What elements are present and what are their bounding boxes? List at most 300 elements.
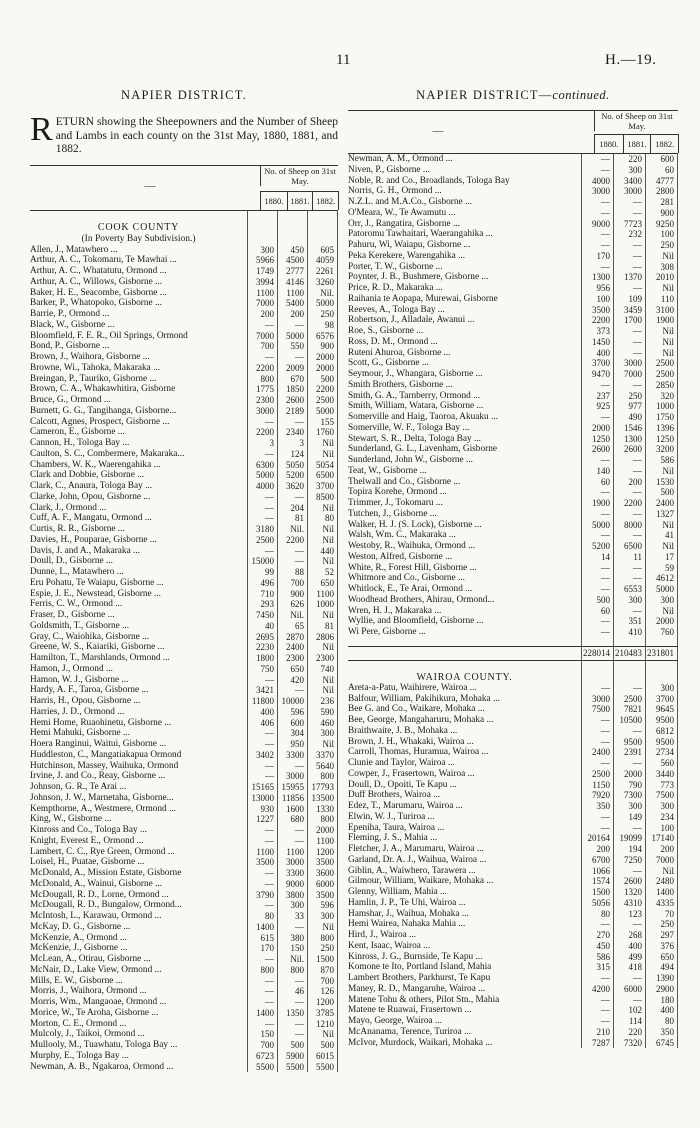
sheep-count-header [594,111,679,131]
sheep-1882: 560 [645,758,678,769]
table-row [348,801,678,812]
sheep-1880: 1300 [581,272,613,283]
owner-name: Maney, R. D., Mangaruhe, Wairoa ... [348,983,486,994]
owner-name: McAnanama, Terence, Turiroa ... [348,1026,472,1037]
sheep-1881: 5200 [277,470,307,481]
table-row [30,556,338,567]
table-row [30,825,338,836]
sheep-1882: 2480 [645,876,678,887]
sheep-1882: 320 [645,391,678,402]
sheep-1880: — [581,262,613,273]
owner-name: McKenzie, J., Gisborne ... [30,943,128,954]
sheep-1881: 1370 [613,272,645,283]
sheep-1882: Nil [645,251,678,262]
sheep-1880: 9000 [581,219,613,230]
sheep-1881: 7723 [613,219,645,230]
owner-name: Whitmore and Co., Gisborne ... [348,573,465,584]
table-row [30,728,338,739]
sheep-1882: 3700 [307,481,338,492]
owner-name: Gilmour, William, Waikare, Mohaka ... [348,876,494,887]
sheep-1882: Nil. [307,288,338,299]
sheep-1882: 6500 [307,470,338,481]
sheep-1881: 7300 [613,790,645,801]
sheep-1881: 900 [277,589,307,600]
owner-name: Balfour, William, Pakihikura, Mohaka ... [348,693,500,704]
sheep-1881: 1300 [613,434,645,445]
table-row [30,1019,338,1030]
sheep-1881: — [613,348,645,359]
sheep-1880: 11800 [247,696,277,707]
sheep-1880: 1100 [247,288,277,299]
owner-name: Calcott, Agnes, Prospect, Gisborne ... [30,416,170,427]
sheep-1881: 500 [277,1040,307,1051]
sheep-1881: 790 [613,780,645,791]
sheep-1880: 1250 [581,434,613,445]
sheep-1880: 700 [247,1040,277,1051]
sheep-1880: — [581,530,613,541]
table-row [348,530,678,541]
sheep-1881: 300 [613,165,645,176]
owner-name: Hutchinson, Massey, Waihuka, Ormond [30,760,179,771]
table-row [30,513,338,524]
owner-name: Brown, J. H., Whakaki, Wairoa ... [348,736,474,747]
sheep-1882: 126 [307,986,338,997]
owner-name: Ferris, C. W., Ormond ... [30,599,123,610]
table-row [30,277,338,288]
table-row [30,814,338,825]
sheep-1881: 2500 [613,694,645,705]
table-row [30,331,338,342]
sheep-1881: — [613,758,645,769]
sheep-1882: Nil [307,922,338,933]
sheep-1880: 373 [581,326,613,337]
sheep-1881: 418 [613,962,645,973]
sheep-1880: 80 [247,911,277,922]
table-row [30,707,338,718]
sheep-1881: — [277,685,307,696]
owner-name: McIntosh, L., Karawau, Ormond ... [30,911,162,921]
owner-name: Morton, C. E., Ormond ... [30,1018,127,1029]
sheep-1880: 5000 [247,470,277,481]
sheep-1882: 650 [645,952,678,963]
sheep-1881: 2777 [277,266,307,277]
table-row [348,305,678,316]
owner-name: Poynter, J. B., Bushmere, Gisborne ... [348,272,489,283]
sheep-1881: 5000 [277,331,307,342]
sheep-1882: Nil [645,348,678,359]
sheep-1881: — [277,825,307,836]
sheep-1882: 300 [645,801,678,812]
sheep-1882: 100 [645,823,678,834]
owner-name: O'Meara, W., Te Awamutu ... [348,207,456,218]
sheep-1882: 180 [645,995,678,1006]
sheep-1882: 41 [645,530,678,541]
intro-text: ETURN showing the Sheepowners and the Number of Sheep and Lambs in each county on the 31st May, 1880, 1881, and 1882. [55,116,338,155]
table-row [30,589,338,600]
table-row [30,524,338,535]
sheep-1882: 6000 [307,879,338,890]
sheep-1881: 3000 [613,186,645,197]
owner-name: Clark, C., Anaura, Tologa Bay ... [30,481,153,491]
sheep-1880: — [581,197,613,208]
owner-name: Hoera Ranginui, Waitui, Gisborne ... [30,739,167,749]
owner-name: Price, R. D., Makaraka ... [348,283,443,293]
table-row [30,933,338,944]
sheep-1882: 250 [307,943,338,954]
owner-name: Kinross and Co., Tologa Bay ... [30,825,147,835]
owner-name: Smith, G. A., Tarnberry, Ormond ... [348,390,481,401]
sheep-1881: 3800 [277,890,307,901]
table-row [348,369,678,380]
sheep-1882: 500 [307,1040,338,1051]
owner-name: Tutchen, J., Gisborne ... [348,508,437,519]
table-row [30,954,338,965]
sheep-1880: 406 [247,718,277,729]
table-row [30,739,338,750]
owner-name: Hamon, W. J., Gisborne ... [30,674,129,685]
owner-name: Brown, C. A., Whakawhitira, Gisborne [30,384,176,395]
owner-name: McNair, D., Lake View, Ormond ... [30,964,162,975]
sheep-1880: — [247,739,277,750]
table-row [30,481,338,492]
sheep-1880: 586 [581,952,613,963]
owner-name: Bond, P., Gisborne ... [30,341,110,352]
sheep-1880: 99 [247,567,277,578]
owner-name: Ross, D. M., Ormond ... [348,336,438,347]
table-row [30,535,338,546]
sheep-1881: 10500 [613,715,645,726]
sheep-1882: 4335 [645,898,678,909]
table-row [348,704,678,715]
sheep-1881: 351 [613,616,645,627]
table-row [30,653,338,664]
sheep-1880: 100 [581,294,613,305]
sheep-1882: 870 [307,965,338,976]
sheep-1882: 2734 [645,747,678,758]
table-row [30,470,338,481]
sheep-1881: 5050 [277,460,307,471]
table-row [30,847,338,858]
sheep-1882: 1500 [307,954,338,965]
owner-name: Teat, W., Gisborne ... [348,465,427,476]
total-1880: 228014 [581,647,613,660]
owner-name: Duff Brothers, Wairoa ... [348,790,441,801]
table-row [30,621,338,632]
table-row [30,395,338,406]
sheep-1882: 281 [645,197,678,208]
sheep-1880: 5500 [247,1062,277,1073]
header-dash: — [432,125,444,137]
table-row [348,208,678,219]
sheep-1880: — [247,1019,277,1030]
owner-name: Morris, J., Waihora, Ormond ... [30,986,147,997]
county-heading: COOK COUNTY [97,221,180,233]
owner-name: Newman, A. M., Ormond ... [348,154,453,164]
sheep-1881: — [613,919,645,930]
sheep-1880: 6723 [247,1051,277,1062]
table-row [348,573,678,584]
sheep-1882: 1900 [645,315,678,326]
sheep-1880: 6300 [247,460,277,471]
sheep-1882: Nil [645,326,678,337]
table-row [348,909,678,920]
sheep-1882: 59 [645,563,678,574]
sheep-1880: 2200 [581,315,613,326]
owner-name: Eru Pohatu, Te Waiapu, Gisborne ... [30,577,164,588]
sheep-1880: 140 [581,466,613,477]
sheep-1880: 1100 [247,847,277,858]
sheep-1880: 170 [247,943,277,954]
table-row [30,943,338,954]
sheep-1881: 700 [277,578,307,589]
owner-name: Breingan, P., Tauriko, Gisborne ... [30,373,157,384]
sheep-1880: — [581,240,613,251]
table-row [30,341,338,352]
owner-name: Burnett, G. G., Tangihanga, Gisborne... [30,405,177,416]
sheep-1881: — [613,208,645,219]
owner-name: Harris, H., Opou, Gisborne ... [30,696,141,706]
table-row [348,780,678,791]
table-row [30,900,338,911]
owner-name: Doull, D., Opoiti, Te Kapu ... [348,779,457,790]
table-row [348,941,678,952]
sheep-1881: — [613,573,645,584]
sheep-1880: 3000 [247,406,277,417]
sheep-1881: 7000 [613,369,645,380]
sheep-1882: 605 [307,245,338,256]
table-row [348,283,678,294]
sheep-1880: — [247,771,277,782]
sheep-1881: 2000 [613,769,645,780]
sheep-1880: — [247,675,277,686]
sheep-1882: 3260 [307,277,338,288]
sheep-1881: 499 [613,952,645,963]
table-row [348,866,678,877]
sheep-1882: Nil [645,283,678,294]
owner-name: McDonald, A., Mission Estate, Gisborne [30,868,182,878]
sheep-1881: 380 [277,933,307,944]
owner-name: Robertson, J., Alladale, Awanui ... [348,315,475,326]
sheep-1880: 2200 [247,427,277,438]
sheep-1880: 2230 [247,642,277,653]
sheep-1880: 3000 [581,694,613,705]
owner-name: Curtis, R. R., Gisborne ... [30,524,125,534]
sheep-count-header-text: No. of Sheep on 31st May. [601,111,673,131]
sheep-1882: 1530 [645,477,678,488]
table-row [348,726,678,737]
sheep-1882: 100 [645,229,678,240]
sheep-1880: 7000 [247,331,277,342]
table-row [348,898,678,909]
owner-name: Clarke, John, Opou, Gisborne ... [30,491,151,502]
sheep-1880: 800 [247,965,277,976]
sheep-1882: 900 [645,208,678,219]
sheep-1881: 490 [613,412,645,423]
table-row [30,911,338,922]
sheep-1881: 304 [277,728,307,739]
sheep-1882: Nil [645,606,678,617]
owner-name: Smith, William, Watara, Gisborne ... [348,401,484,412]
owner-name: Orr, J., Rangatira, Gisborne ... [348,218,460,229]
sheep-1882: 2806 [307,632,338,643]
table-row [348,683,678,694]
table-row [30,857,338,868]
table-row [348,326,678,337]
sheep-1881: — [277,320,307,331]
sheep-1882: 234 [645,812,678,823]
table-row [348,466,678,477]
sheep-1881: 2189 [277,406,307,417]
owner-name: McIvor, Murdock, Waikari, Mohaka ... [348,1037,493,1048]
total-1882: 231801 [645,647,678,660]
sheep-1881: 65 [277,621,307,632]
sheep-1881: 250 [613,391,645,402]
sheep-1880: 1800 [247,653,277,664]
sheep-1880: 1775 [247,384,277,395]
table-row [30,761,338,772]
owner-name: Fletcher, J. A., Marumaru, Wairoa ... [348,844,484,854]
owner-name: McKay, D. G., Gisborne ... [30,921,131,932]
sheep-1881: 2009 [277,363,307,374]
sheep-1882: 300 [645,683,678,694]
table-row [348,887,678,898]
sheep-1881: 1850 [277,384,307,395]
sheep-1882: Nil [307,503,338,514]
owner-name: Mullooly, M., Tuawhatu, Tologa Bay ... [30,1040,178,1050]
table-row [348,1016,678,1027]
sheep-1881: 4146 [277,277,307,288]
sheep-1881: 680 [277,814,307,825]
sheep-1882: 17140 [645,833,678,844]
sheep-1881: 109 [613,294,645,305]
sheep-1882: 1760 [307,427,338,438]
sheep-1881: 1100 [277,847,307,858]
table-row [348,919,678,930]
sheep-1882: 350 [645,1027,678,1038]
sheep-1880: — [581,1016,613,1027]
napier-continued-table [348,154,678,638]
sheep-1881: — [277,417,307,428]
sheep-1882: 2850 [645,380,678,391]
owner-name: Brown, J., Waihora, Gisborne ... [30,352,150,362]
sheep-1882: 2500 [307,395,338,406]
sheep-1882: 1390 [645,973,678,984]
sheep-1880: 15000 [247,556,277,567]
sheep-1880: — [581,1005,613,1016]
sheep-1880: 4000 [581,176,613,187]
sheep-1880: — [247,503,277,514]
sheep-1881: — [277,976,307,987]
owner-name: Morris, Wm., Mangaoae, Ormond ... [30,997,167,1007]
sheep-1881: 5400 [277,298,307,309]
sheep-1880: 1227 [247,814,277,825]
owner-name: Bee G. and Co., Waikare, Mohaka ... [348,704,485,715]
table-row [348,165,678,176]
sheep-1882: 1327 [645,509,678,520]
continued-label: continued. [552,88,610,102]
sheep-1882: Nil [307,535,338,546]
sheep-1881: 2870 [277,632,307,643]
sheep-1882: 596 [307,900,338,911]
table-row [348,1005,678,1016]
table-row [30,664,338,675]
sheep-1880: — [581,165,613,176]
owner-name: Espie, J. E., Newstead, Gisborne ... [30,588,161,599]
sheep-1880: 1150 [581,780,613,791]
sheep-1881: 15955 [277,782,307,793]
owner-name: Stewart, S. R., Delta, Tologa Bay ... [348,433,481,444]
sheep-1882: 4059 [307,255,338,266]
sheep-1881: 220 [613,154,645,165]
owner-name: Clark, J., Ormond ... [30,502,107,513]
table-row [348,995,678,1006]
owner-name: Niven, P., Gisborne ... [348,164,430,175]
table-row [30,986,338,997]
sheep-1882: 440 [307,546,338,557]
sheep-1881: Nil. [277,954,307,965]
table-row [30,438,338,449]
sheep-1880: 2500 [247,535,277,546]
sheep-1881: 2200 [277,535,307,546]
sheep-1881: 194 [613,844,645,855]
owner-name: Norris, G. H., Ormond ... [348,186,442,197]
sheep-1880: 293 [247,599,277,610]
sheep-1882: 80 [645,1016,678,1027]
table-row [30,1029,338,1040]
table-row [348,348,678,359]
owner-name: Hamon, J., Ormond ... [30,663,113,674]
table-row [348,595,678,606]
sheep-1882: 300 [645,595,678,606]
sheep-1882: 2000 [645,616,678,627]
owner-name: Caulton, S. C., Combermere, Makaraka... [30,448,185,459]
sheep-1881: 800 [277,965,307,976]
sheep-1880: 200 [247,309,277,320]
sheep-1881: 1320 [613,887,645,898]
sheep-1880: — [581,758,613,769]
owner-name: Arthur, A. C., Whatatutu, Ormond ... [30,266,167,276]
sheep-1881: 3620 [277,481,307,492]
sheep-1882: 586 [645,455,678,466]
table-row [348,272,678,283]
sheep-1880: — [247,513,277,524]
sheep-1881: 977 [613,401,645,412]
sheep-1882: 80 [307,513,338,524]
sheep-1881: 11 [613,552,645,563]
sheep-1880: — [581,812,613,823]
sheep-1882: 650 [307,578,338,589]
sheep-1880: 7920 [581,790,613,801]
sheep-1882: 5500 [307,1062,338,1073]
sheep-1882: 1750 [645,412,678,423]
sheep-1880: 1400 [247,922,277,933]
table-row [30,868,338,879]
sheep-1882: 590 [307,707,338,718]
owner-name: Komone te Ito, Portland Island, Mahia [348,962,492,973]
sheep-1880: 315 [581,962,613,973]
owner-name: Davies, H., Pouparae, Gisborne ... [30,534,157,545]
table-row [30,266,338,277]
table-row [348,823,678,834]
sheep-1881: — [613,380,645,391]
sheep-1880: — [581,573,613,584]
owner-name: Somerville and Haig, Taoroa, Akuaku ... [348,412,498,422]
owner-name: Sunderland, G. L., Lavenham, Gisborne [348,444,497,455]
sheep-1881: 2391 [613,747,645,758]
owner-name: Hamshar, J., Waihua, Mohaka ... [348,908,469,919]
owner-name: Hird, J., Wairoa ... [348,930,417,940]
sheep-1882: 1000 [645,401,678,412]
